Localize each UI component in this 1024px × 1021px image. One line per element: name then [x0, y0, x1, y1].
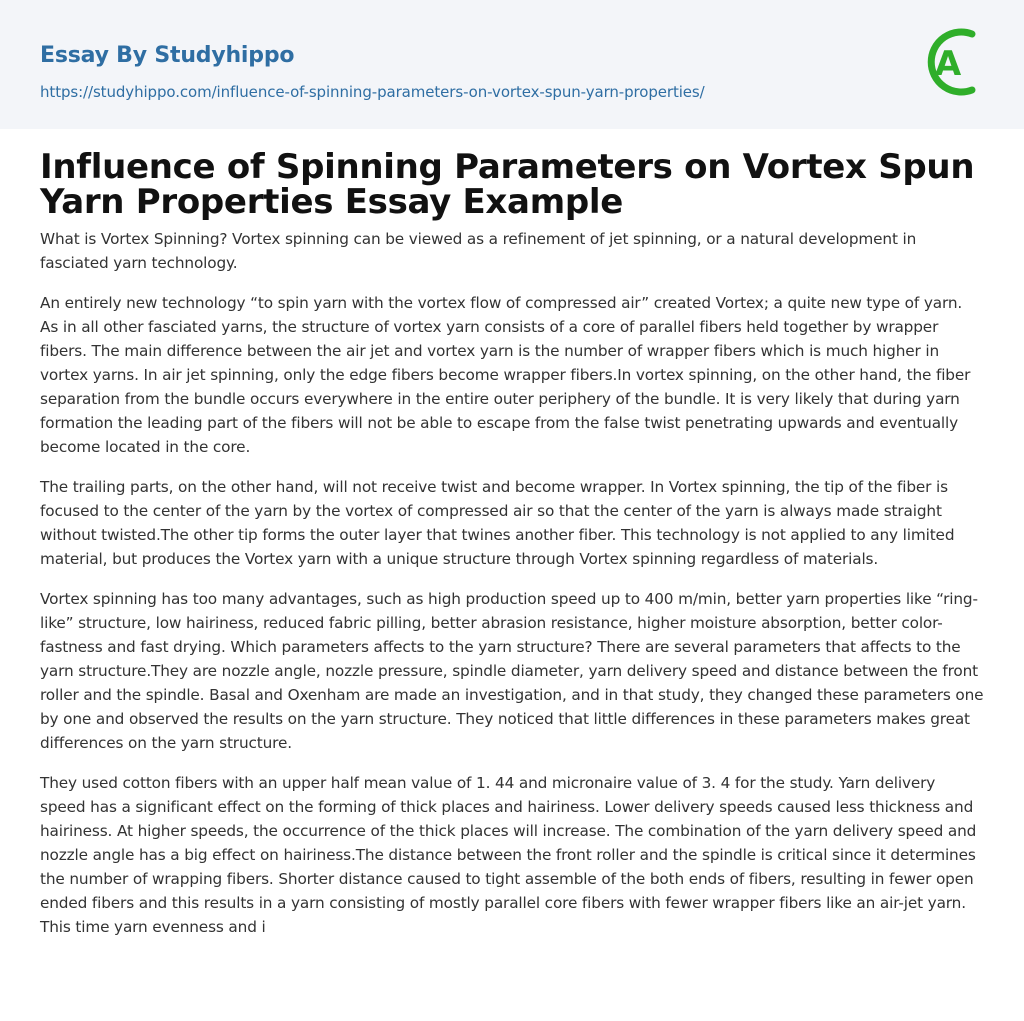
article: [0, 147, 1024, 939]
site-header: [0, 0, 1024, 129]
brand-link[interactable]: Essay By Studyhippo: [40, 43, 295, 68]
logo-letter: A: [934, 44, 962, 84]
article-title: Influence of Spinning Parameters on Vortex Spun Yarn Properties Essay Example: [40, 147, 975, 222]
article-paragraph: What is Vortex Spinning? Vortex spinning can be viewed as a refinement of jet spinning, or a natural development in fasciated yarn technology.: [40, 230, 917, 272]
studyhippo-logo-icon[interactable]: [914, 18, 986, 106]
article-paragraph: Vortex spinning has too many advantages, such as high production speed up to 400 m/min, better yarn properties like “ring-like” structure, low hairiness, reduced fabric pilling, better abrasion resistance, higher moisture absorption, better color-fastness and fast drying. Which parameters affects to the yarn structure? There are several parameters that affects to the yarn structure.They are nozzle angle, nozzle pressure, spindle diameter, yarn delivery speed and distance between the front roller and the spindle. Basal and Oxenham are made an investigation, and in that study, they changed these parameters one by one and observed the results on the yarn structure. They noticed that little differences in these parameters makes great differences on the yarn structure.: [40, 590, 984, 752]
source-url-link[interactable]: https://studyhippo.com/influence-of-spinning-parameters-on-vortex-spun-yarn-properties/: [40, 83, 705, 101]
article-paragraph: The trailing parts, on the other hand, will not receive twist and become wrapper. In Vortex spinning, the tip of the fiber is focused to the center of the yarn by the vortex of compressed air so that the center of the yarn is always made straight without twisted.The other tip forms the outer layer that twines another fiber. This technology is not applied to any limited material, but produces the Vortex yarn with a unique structure through Vortex spinning regardless of materials.: [40, 478, 955, 568]
article-paragraph: An entirely new technology “to spin yarn with the vortex flow of compressed air” created Vortex; a quite new type of yarn. As in all other fasciated yarns, the structure of vortex yarn consists of a core of parallel fibers held together by wrapper fibers. The main difference between the air jet and vortex yarn is the number of wrapper fibers which is much higher in vortex yarns. In air jet spinning, only the edge fibers become wrapper fibers.In vortex spinning, on the other hand, the fiber separation from the bundle occurs everywhere in the entire outer periphery of the bundle. It is very likely that during yarn formation the leading part of the fibers will not be able to escape from the false twist penetrating upwards and eventually become located in the core.: [40, 294, 971, 456]
article-paragraph: They used cotton fibers with an upper half mean value of 1. 44 and micronaire value of 3. 4 for the study. Yarn delivery speed has a significant effect on the forming of thick places and hairiness. Lower delivery speeds caused less thickness and hairiness. At higher speeds, the occurrence of the thick places will increase. The combination of the yarn delivery speed and nozzle angle has a big effect on hairiness.The distance between the front roller and the spindle is critical since it determines the number of wrapping fibers. Shorter distance caused to tight assemble of the both ends of fibers, resulting in fewer open ended fibers and this results in a yarn consisting of mostly parallel core fibers with fewer wrapper fibers like an air-jet yarn. This time yarn evenness and i: [40, 774, 977, 936]
